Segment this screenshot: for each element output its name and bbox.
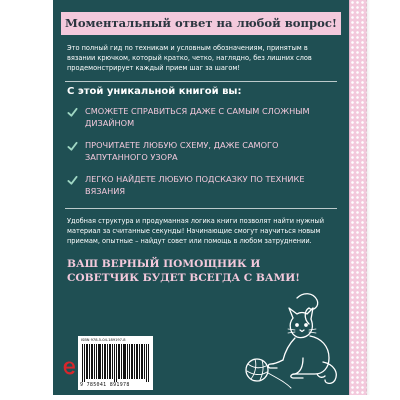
check-mark-icon bbox=[67, 175, 78, 186]
benefit-text: ЛЕГКО НАЙДЕТЕ ЛЮБУЮ ПОДСКАЗКУ ПО ТЕХНИКЕ ВЯЗАНИЯ bbox=[85, 174, 305, 196]
book-spine-pattern bbox=[349, 0, 367, 395]
section-title: С этой уникальной книгой вы: bbox=[67, 86, 242, 97]
barcode-digits: 9 785041 891978 bbox=[80, 382, 130, 388]
body-text: Удобная структура и продуманная логика книги позволят найти нужный материал за считанные секунды! Начинающие смогут научиться новым приемам, опытные – найдут совет или помощь в любом затруднении. bbox=[67, 217, 325, 246]
intro-text: Это полный гид по техникам и условным обозначениям, принятым в вязании крючком, который кратко, четко, наглядно, без лишних слов продемонстрирует каждый прием шаг за шагом! bbox=[67, 44, 312, 73]
barcode-bars bbox=[81, 344, 150, 382]
check-mark-icon bbox=[67, 107, 78, 118]
isbn-text: ISBN 978-5-04-189197-8 bbox=[81, 338, 126, 342]
slogan: ВАШ ВЕРНЫЙ ПОМОЩНИК И СОВЕТЧИК БУДЕТ ВСЕГДА С ВАМИ! bbox=[67, 258, 300, 284]
headline-banner: Моментальный ответ на любой вопрос! bbox=[61, 12, 341, 35]
divider-middle bbox=[65, 208, 337, 209]
divider-top bbox=[65, 81, 337, 82]
check-mark-icon bbox=[67, 141, 78, 152]
barcode-box bbox=[78, 336, 153, 390]
benefit-text: СМОЖЕТЕ СПРАВИТЬСЯ ДАЖЕ С САМЫМ СЛОЖНЫМ ДИЗАЙНОМ bbox=[85, 106, 310, 128]
benefit-item bbox=[67, 105, 327, 133]
cat-with-yarn-illustration bbox=[233, 288, 345, 392]
benefit-text: ПРОЧИТАЕТЕ ЛЮБУЮ СХЕМУ, ДАЖЕ САМОГО ЗАПУТАННОГО УЗОРА bbox=[85, 140, 279, 162]
benefit-item bbox=[67, 139, 327, 167]
benefit-item bbox=[67, 173, 327, 201]
book-back-cover bbox=[53, 0, 349, 395]
publisher-logo-icon bbox=[62, 359, 76, 377]
book-edge-shadow bbox=[366, 0, 370, 395]
